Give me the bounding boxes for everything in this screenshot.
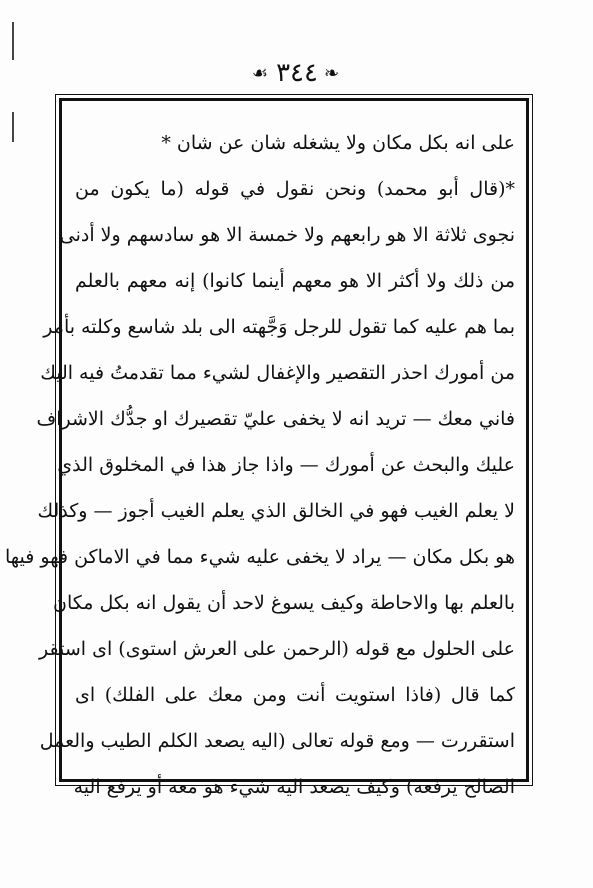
page-number-text: ٣٤٤	[276, 58, 318, 88]
body-text	[5, 120, 515, 810]
text-line: لا يعلم الغيب فهو في الخالق الذي يعلم الغيب أجوز — وكذلك	[37, 500, 515, 522]
page-edge-mark-top	[12, 22, 14, 60]
text-line: على الحلول مع قوله (الرحمن على العرش استوى) اى استقر	[39, 638, 515, 660]
ornament-right-icon: ☙	[251, 62, 271, 84]
text-line: نجوى ثلاثة الا هو رابعهم ولا خمسة الا هو سادسهم ولا أدنى	[59, 224, 515, 246]
text-line: فاني معك — تريد انه لا يخفى عليّ تقصيرك او جدُّك الاشراف	[36, 408, 515, 430]
text-line: هو بكل مكان — يراد لا يخفى عليه شيء مما في الاماكن فهو فيها	[5, 546, 515, 568]
page-header	[0, 58, 593, 88]
page-edge-mark-bottom	[12, 112, 14, 142]
text-line: بالعلم بها والاحاطة وكيف يسوغ لاحد أن يقول انه بكل مكان	[53, 592, 515, 614]
ornament-left-icon: ❧	[323, 62, 342, 84]
text-line: الصالح يرفعه) وكيف يصعد اليه شيء هو معه أو يرفع اليه	[73, 776, 515, 798]
text-line: من ذلك ولا أكثر الا هو معهم أينما كانوا) إنه معهم بالعلم	[75, 270, 515, 292]
text-line: *(قال أبو محمد) ونحن نقول في قوله (ما يكون من	[75, 178, 515, 200]
text-line: كما قال (فاذا استويت أنت ومن معك على الفلك) اى	[75, 684, 515, 706]
text-line: من أمورك احذر التقصير والإغفال لشيء مما تقدمتُ فيه اليك	[40, 362, 515, 384]
text-line: على انه بكل مكان ولا يشغله شان عن شان *	[161, 132, 515, 154]
text-line: استقررت — ومع قوله تعالى (اليه يصعد الكلم الطيب والعمل	[39, 730, 515, 752]
text-line: عليك والبحث عن أمورك — واذا جاز هذا في المخلوق الذي	[57, 454, 515, 476]
page-number	[252, 58, 341, 88]
text-line: بما هم عليه كما تقول للرجل وَجَّهته الى بلد شاسع وكلته بأمر	[43, 316, 515, 338]
